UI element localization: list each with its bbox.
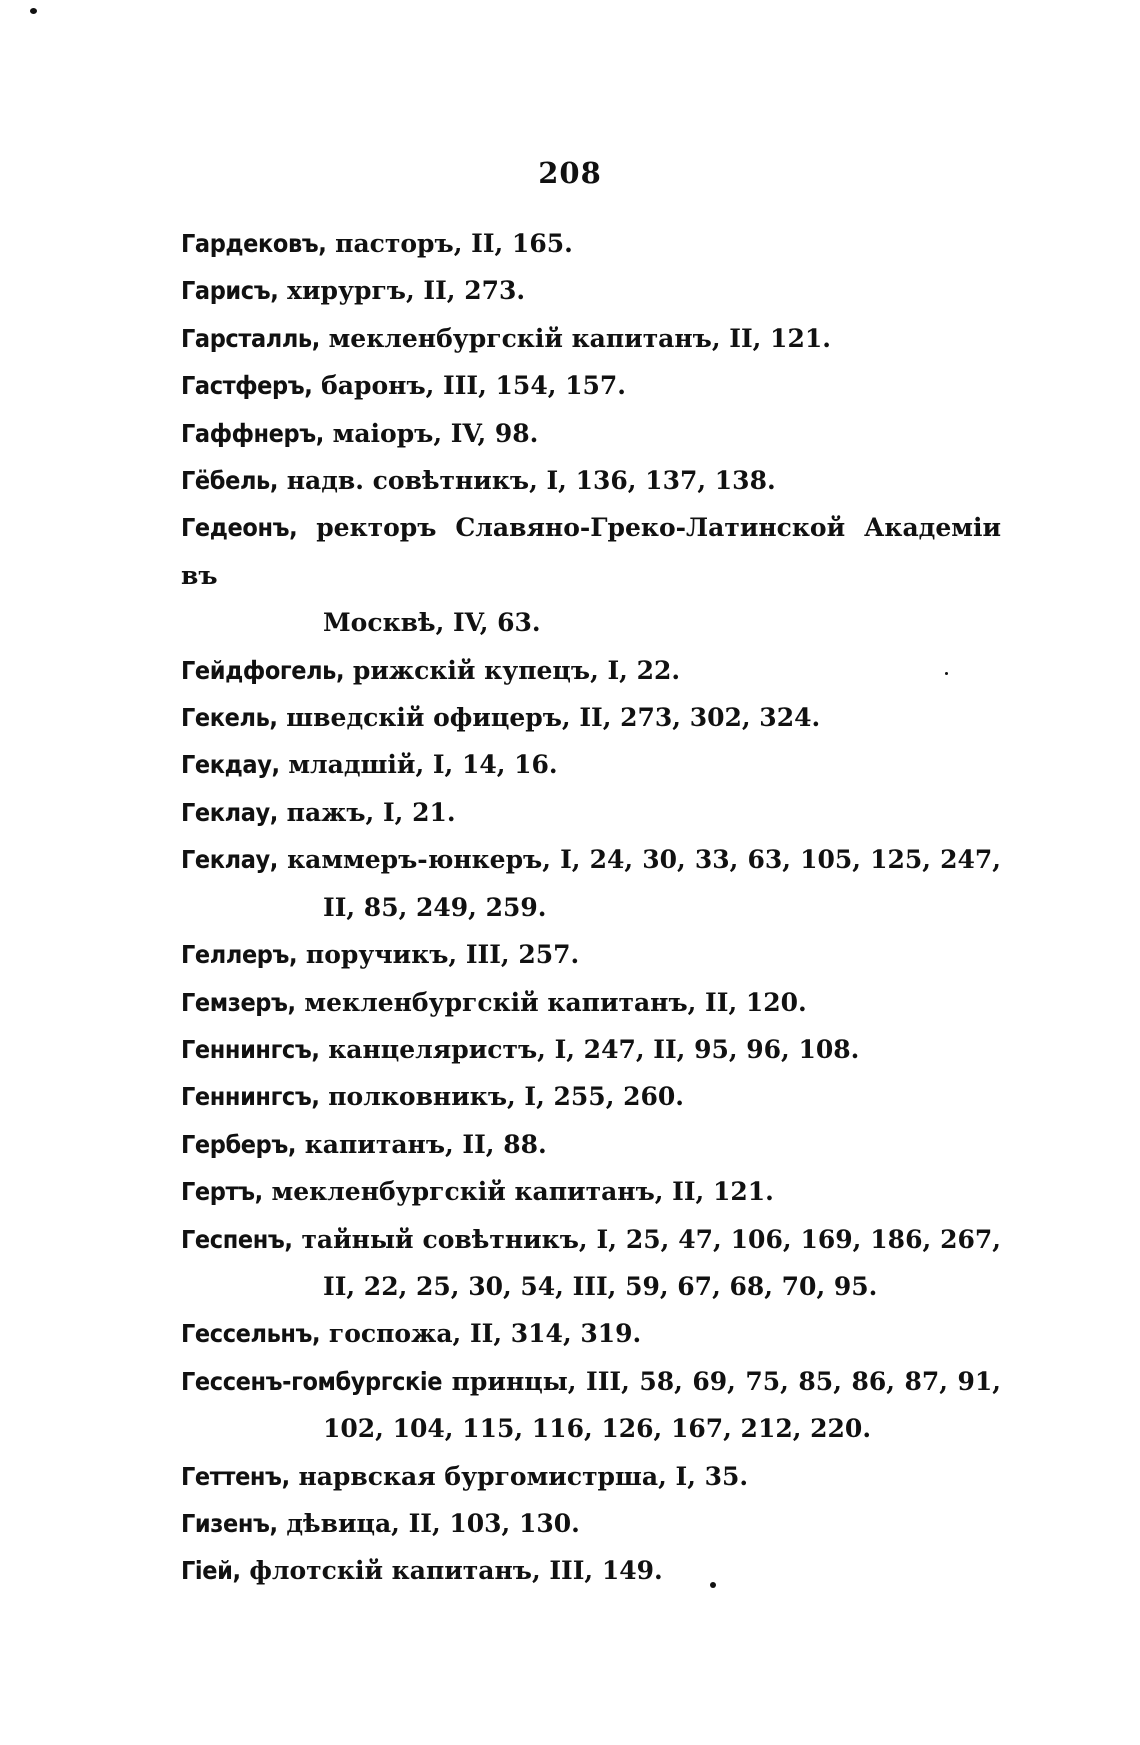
page-number: 208 <box>538 156 602 190</box>
index-entry <box>181 741 1001 788</box>
index-entry <box>181 836 1001 931</box>
entry-text: поручикъ, III, 257. <box>305 940 580 970</box>
entry-surname: Гейдфогель, <box>181 655 345 685</box>
index-entry <box>181 220 1001 267</box>
entry-text: пажъ, I, 21. <box>286 797 456 827</box>
entry-continuation: II, 85, 249, 259. <box>323 892 547 922</box>
entry-text: мекленбургскій капитанъ, II, 121. <box>328 323 831 353</box>
entry-text: ректоръ Славяно-Греко-Латинской Академіи въ <box>181 513 1001 590</box>
entry-surname: Геллеръ, <box>181 940 298 970</box>
entry-first-line <box>181 836 1001 883</box>
index-entry <box>181 267 1001 314</box>
entry-text: пасторъ, II, 165. <box>335 229 573 258</box>
entry-surname: Гардековъ, <box>181 229 327 258</box>
index-entry <box>181 504 1001 646</box>
index-entry <box>181 1073 1001 1120</box>
entry-surname: Геттенъ, <box>181 1461 290 1491</box>
entry-surname: Гемзеръ, <box>181 987 296 1017</box>
index-entry <box>181 362 1001 409</box>
entry-text: канцеляристъ, I, 247, II, 95, 96, 108. <box>328 1034 860 1064</box>
index-entry <box>181 1500 1001 1547</box>
entry-surname: Гертъ, <box>181 1177 263 1207</box>
index-entry <box>181 694 1001 741</box>
index-entry <box>181 410 1001 457</box>
index-entry <box>181 315 1001 362</box>
entry-text: принцы, III, 58, 69, 75, 85, 86, 87, 91, <box>451 1366 1001 1396</box>
entry-text: рижскій купецъ, I, 22. <box>352 655 681 685</box>
entry-text: шведскій офицеръ, II, 273, 302, 324. <box>286 703 821 733</box>
entry-text: каммеръ-юнкеръ, I, 24, 30, 33, 63, 105, 125, 247, <box>287 845 1001 875</box>
entry-text: хирургъ, II, 273. <box>287 276 526 306</box>
index-entry <box>181 789 1001 836</box>
entry-surname: Гастферъ, <box>181 371 313 401</box>
index-entry <box>181 931 1001 978</box>
entry-surname: Гёбель, <box>181 466 279 496</box>
name-index-list <box>181 220 1001 1595</box>
index-entry <box>181 1026 1001 1073</box>
index-entry <box>181 1547 1001 1594</box>
entry-surname: Гессельнъ, <box>181 1319 321 1349</box>
entry-surname: Гаффнеръ, <box>181 418 324 448</box>
entry-text: надв. совѣтникъ, I, 136, 137, 138. <box>286 466 776 496</box>
entry-surname: Геннингсъ, <box>181 1082 320 1112</box>
entry-text: полковникъ, I, 255, 260. <box>328 1082 684 1112</box>
entry-surname: Гекдау, <box>181 750 280 780</box>
entry-surname: Геспенъ, <box>181 1224 293 1254</box>
entry-text: младшій, I, 14, 16. <box>288 750 558 780</box>
entry-surname: Гекель, <box>181 703 278 733</box>
index-entry <box>181 1216 1001 1311</box>
index-entry <box>181 1358 1001 1453</box>
entry-first-line <box>181 1216 1001 1263</box>
entry-surname: Геклау, <box>181 797 278 827</box>
entry-surname: Гіей, <box>181 1556 241 1586</box>
entry-continuation: II, 22, 25, 30, 54, III, 59, 67, 68, 70, 95. <box>323 1271 878 1301</box>
entry-text: мекленбургскій капитанъ, II, 121. <box>271 1177 774 1207</box>
entry-text: капитанъ, II, 88. <box>304 1129 547 1159</box>
entry-surname: Гарисъ, <box>181 276 279 306</box>
index-entry <box>181 647 1001 694</box>
index-entry <box>181 979 1001 1026</box>
index-entry <box>181 1310 1001 1357</box>
entry-first-line <box>181 1358 1001 1405</box>
entry-continuation: 102, 104, 115, 116, 126, 167, 212, 220. <box>323 1414 872 1444</box>
entry-text: нарвская бургомистрша, I, 35. <box>298 1461 749 1491</box>
index-entry <box>181 457 1001 504</box>
entry-surname: Геннингсъ, <box>181 1034 320 1064</box>
index-entry <box>181 1121 1001 1168</box>
entry-text: маіоръ, IV, 98. <box>332 418 539 448</box>
entry-text: мекленбургскій капитанъ, II, 120. <box>304 987 807 1017</box>
entry-surname: Герберъ, <box>181 1129 297 1159</box>
entry-surname: Гедеонъ, <box>181 513 298 543</box>
entry-text: дѣвица, II, 103, 130. <box>286 1508 580 1538</box>
entry-surname: Гессенъ-гомбургскіе <box>181 1366 443 1396</box>
entry-text: флотскій капитанъ, III, 149. <box>249 1556 663 1586</box>
entry-first-line <box>181 504 1001 599</box>
entry-text: тайный совѣтникъ, I, 25, 47, 106, 169, 186, 267, <box>301 1224 1001 1254</box>
entry-continuation: Москвѣ, IV, 63. <box>323 608 541 638</box>
entry-surname: Гизенъ, <box>181 1508 278 1538</box>
ink-speck <box>30 8 37 14</box>
entry-surname: Гарсталль, <box>181 323 320 353</box>
entry-text: госпожа, II, 314, 319. <box>328 1319 642 1349</box>
entry-surname: Геклау, <box>181 845 278 875</box>
index-entry <box>181 1453 1001 1500</box>
index-entry <box>181 1168 1001 1215</box>
entry-text: баронъ, III, 154, 157. <box>321 371 627 401</box>
